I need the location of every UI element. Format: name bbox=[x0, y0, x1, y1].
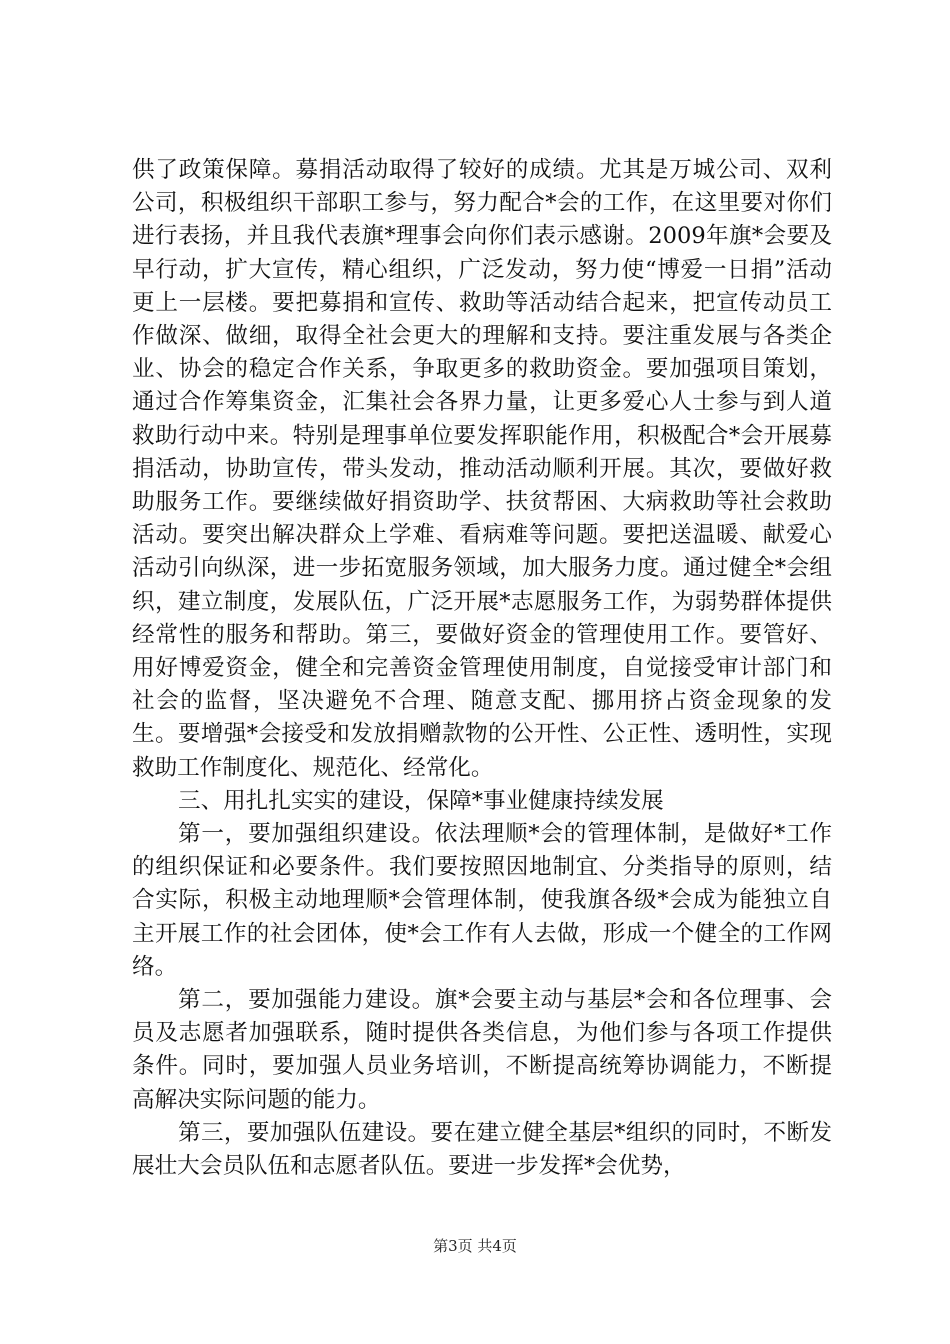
body-text bbox=[132, 154, 832, 1183]
paragraph-team: 第三，要加强队伍建设。要在建立健全基层*组织的同时，不断发展壮大会员队伍和志愿者队伍。要进一步发挥*会优势， bbox=[132, 1119, 832, 1180]
section-heading-3: 三、用扎扎实实的建设，保障*事业健康持续发展 bbox=[178, 787, 664, 814]
paragraph-organization: 第一，要加强组织建设。依法理顺*会的管理体制，是做好*工作的组织保证和必要条件。我们要按照因地制宜、分类指导的原则，结合实际，积极主动地理顺*会管理体制，使我旗各级*会成为能独立自主开展工作的社会团体，使*会工作有人去做，形成一个健全的工作网络。 bbox=[132, 821, 832, 980]
paragraph-capacity: 第二，要加强能力建设。旗*会要主动与基层*会和各位理事、会员及志愿者加强联系，随时提供各类信息，为他们参与各项工作提供条件。同时，要加强人员业务培训，不断提高统筹协调能力，不断提高解决实际问题的能力。 bbox=[132, 987, 832, 1113]
paragraph-1: 供了政策保障。募捐活动取得了较好的成绩。尤其是万城公司、双利公司，积极组织干部职工参与，努力配合*会的工作，在这里要对你们进行表扬，并且我代表旗*理事会向你们表示感谢。2009年旗*会要及早行动，扩大宣传，精心组织，广泛发动，努力使“博爱一日捐”活动更上一层楼。要把募捐和宣传、救助等活动结合起来，把宣传动员工作做深、做细，取得全社会更大的理解和支持。要注重发展与各类企业、协会的稳定合作关系，争取更多的救助资金。要加强项目策划，通过合作筹集资金，汇集社会各界力量，让更多爱心人士参与到人道救助行动中来。特别是理事单位要发挥职能作用，积极配合*会开展募捐活动，协助宣传，带头发动，推动活动顺利开展。其次，要做好救助服务工作。要继续做好捐资助学、扶贫帮困、大病救助等社会救助活动。要突出解决群众上学难、看病难等问题。要把送温暖、献爱心活动引向纵深，进一步拓宽服务领域，加大服务力度。通过健全*会组织，建立制度，发展队伍，广泛开展*志愿服务工作，为弱势群体提供经常性的服务和帮助。第三，要做好资金的管理使用工作。要管好、用好博爱资金，健全和完善资金管理使用制度，自觉接受审计部门和社会的监督，坚决避免不合理、随意支配、挪用挤占资金现象的发生。要增强*会接受和发放捐赠款物的公开性、公正性、透明性，实现救助工作制度化、规范化、经常化。 bbox=[132, 157, 832, 781]
page-footer: 第3页 共4页 bbox=[433, 1237, 517, 1255]
